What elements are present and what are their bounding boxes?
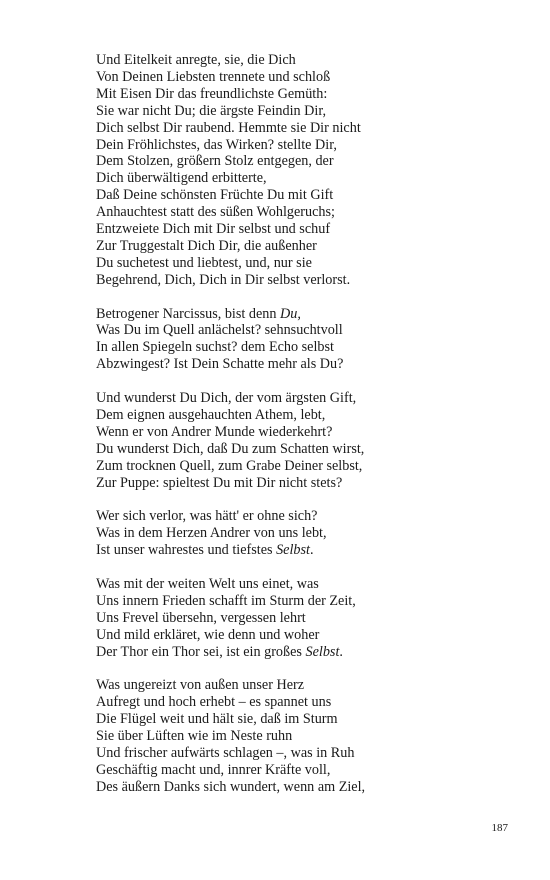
page-number: 187	[491, 822, 508, 834]
line-text: Dein Fröhlichstes, das Wirken? stellte Dir,	[96, 136, 337, 153]
line-text: Sie über Lüften wie im Neste ruhn	[96, 728, 293, 745]
poem-line	[96, 644, 516, 661]
poem-line	[96, 69, 516, 86]
emphasized-text: Selbst	[305, 643, 340, 660]
poem-line	[96, 390, 516, 407]
line-text: Und frischer aufwärts schlagen –, was in Ruh	[96, 745, 355, 762]
line-text: Geschäftig macht und, innrer Kräfte voll,	[96, 761, 331, 778]
line-text: Uns Frevel übersehn, vergessen lehrt	[96, 609, 306, 626]
line-text: Zur Puppe: spieltest Du mit Dir nicht stets?	[96, 474, 343, 491]
line-text: Der Thor ein Thor sei, ist ein großes	[96, 643, 306, 660]
line-text: Sie war nicht Du; die ärgste Feindin Dir,	[96, 102, 327, 119]
line-text: Dem eignen ausgehauchten Athem, lebt,	[96, 407, 326, 423]
poem-line	[96, 103, 516, 120]
poem-line	[96, 610, 516, 627]
poem-line	[96, 424, 516, 441]
poem-line	[96, 779, 516, 796]
emphasized-text: Selbst	[276, 542, 310, 559]
poem-line	[96, 475, 516, 492]
line-text: Du suchetest und liebtest, und, nur sie	[96, 254, 312, 271]
line-text: Uns innern Frieden schafft im Sturm der Zeit,	[96, 592, 356, 609]
line-text: Zum trocknen Quell, zum Grabe Deiner selbst,	[96, 457, 363, 474]
line-text: Dich selbst Dir raubend. Hemmte sie Dir nicht	[96, 119, 361, 136]
poem-line	[96, 593, 516, 610]
poem-line	[96, 711, 516, 728]
line-text: Und mild erkläret, wie denn und woher	[96, 626, 320, 643]
poem-line	[96, 170, 516, 187]
line-text: Wenn er von Andrer Munde wiederkehrt?	[96, 423, 333, 440]
line-text: Ist unser wahrestes und tiefstes	[96, 542, 277, 559]
line-text: Betrogener Narcissus, bist denn	[96, 305, 281, 322]
stanza	[96, 306, 516, 374]
poem-line	[96, 272, 516, 289]
line-text: Zur Truggestalt Dich Dir, die außenher	[96, 237, 317, 254]
line-text: Begehrend, Dich, Dich in Dir selbst verlorst.	[96, 271, 351, 288]
poem-line	[96, 576, 516, 593]
line-text: Dich überwältigend erbitterte,	[96, 170, 267, 187]
line-text: Daß Deine schönsten Früchte Du mit Gift	[96, 187, 334, 204]
poem-line	[96, 221, 516, 238]
poem-line	[96, 542, 516, 559]
line-text: Die Flügel weit und hält sie, daß im Sturm	[96, 711, 338, 728]
line-text: Von Deinen Liebsten trennete und schloß	[96, 68, 331, 85]
poem-line	[96, 137, 516, 154]
stanza	[96, 508, 516, 559]
line-text: In allen Spiegeln suchst? dem Echo selbst	[96, 339, 334, 356]
line-text: Entzweiete Dich mit Dir selbst und schuf	[96, 221, 331, 238]
poem-line	[96, 187, 516, 204]
poem-line	[96, 762, 516, 779]
poem-line	[96, 694, 516, 711]
poem-line	[96, 458, 516, 475]
line-text: Was mit der weiten Welt uns einet, was	[96, 576, 319, 593]
stanza	[96, 677, 516, 795]
poem-line	[96, 677, 516, 694]
poem-line	[96, 322, 516, 339]
poem-line	[96, 407, 516, 424]
poem-line	[96, 728, 516, 745]
line-text: Aufregt und hoch erhebt – es spannet uns	[96, 694, 332, 711]
poem-line	[96, 356, 516, 373]
stanza	[96, 390, 516, 491]
line-text: Was Du im Quell anlächelst? sehnsuchtvoll	[96, 322, 343, 339]
line-text: Was in dem Herzen Andrer von uns lebt,	[96, 525, 327, 542]
line-text: Und Eitelkeit anregte, sie, die Dich	[96, 52, 296, 68]
poem-line	[96, 238, 516, 255]
poem-line	[96, 120, 516, 137]
line-text: Dem Stolzen, größern Stolz entgegen, der	[96, 153, 334, 170]
poem-text	[96, 52, 516, 813]
line-text: Des äußern Danks sich wundert, wenn am Ziel,	[96, 778, 366, 795]
poem-line	[96, 52, 516, 69]
poem-line	[96, 153, 516, 170]
poem-line	[96, 508, 516, 525]
poem-line	[96, 306, 516, 323]
emphasized-text: Du,	[280, 305, 301, 322]
poem-line	[96, 255, 516, 272]
poem-line	[96, 627, 516, 644]
line-text: Was ungereizt von außen unser Herz	[96, 677, 305, 694]
poem-line	[96, 86, 516, 103]
line-text-end: .	[339, 643, 343, 660]
line-text: Mit Eisen Dir das freundlichste Gemüth:	[96, 85, 328, 102]
line-text: Anhauchtest statt des süßen Wohlgeruchs;	[96, 204, 335, 221]
line-text: Du wunderst Dich, daß Du zum Schatten wirst,	[96, 440, 365, 457]
line-text-end: .	[309, 542, 314, 559]
line-text: Wer sich verlor, was hätt' er ohne sich?	[96, 508, 318, 525]
poem-line	[96, 339, 516, 356]
poem-line	[96, 204, 516, 221]
stanza	[96, 576, 516, 661]
stanza	[96, 52, 516, 289]
poem-line	[96, 745, 516, 762]
poem-line	[96, 441, 516, 458]
line-text: Abzwingest? Ist Dein Schatte mehr als Du?	[96, 356, 344, 373]
poem-line	[96, 525, 516, 542]
line-text: Und wunderst Du Dich, der vom ärgsten Gift,	[96, 390, 357, 407]
